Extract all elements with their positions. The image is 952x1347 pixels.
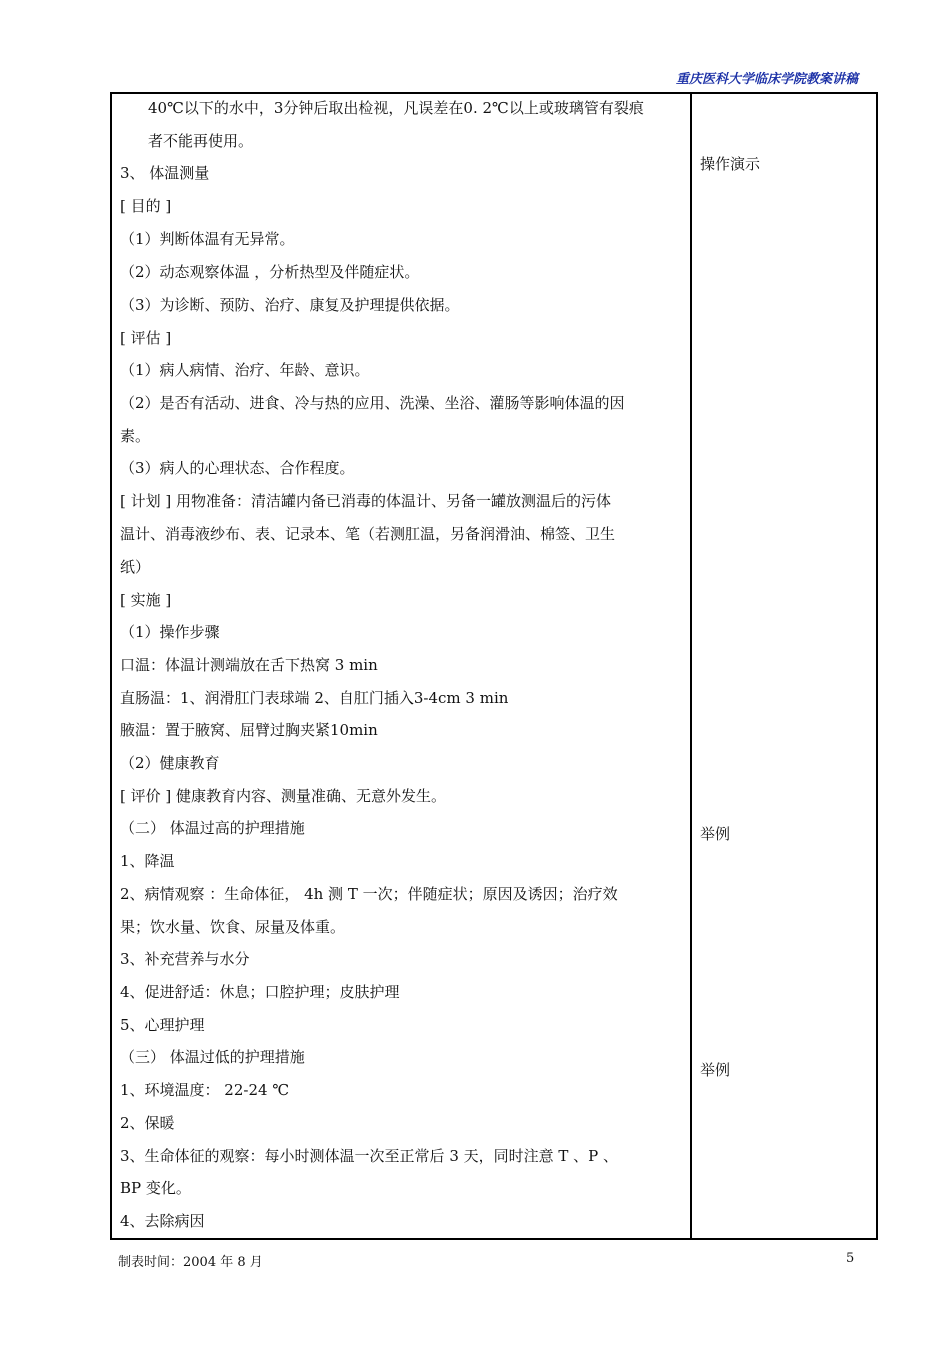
text-line: （二） 体温过高的护理措施 <box>120 819 305 837</box>
text-line: 4、去除病因 <box>120 1212 205 1230</box>
text-line: 3、生命体征的观察：每小时测体温一次至正常后 3 天，同时注意 T 、P 、 <box>120 1147 619 1165</box>
text-line: （1）病人病情、治疗、年龄、意识。 <box>120 361 370 379</box>
text-line: 果；饮水量、饮食、尿量及体重。 <box>120 918 346 936</box>
document-header: 重庆医科大学临床学院教案讲稿 <box>675 72 858 87</box>
footer-date: 制表时间：2004 年 8 月 <box>118 1255 263 1270</box>
text-line: （3）为诊断、预防、治疗、康复及护理提供依据。 <box>120 296 460 314</box>
text-line: [ 评估 ] <box>120 329 172 347</box>
text-line: 纸） <box>120 558 151 576</box>
page-number: 5 <box>846 1251 855 1266</box>
text-line: 2、病情观察 ：生命体征， 4h 测 T 一次；伴随症状；原因及诱因；治疗效 <box>120 885 618 903</box>
side-note-example: 举例 <box>700 1061 731 1079</box>
text-line: [ 实施 ] <box>120 591 172 609</box>
text-line: 1、环境温度： 22-24 ℃ <box>120 1081 290 1099</box>
column-divider <box>690 94 692 1238</box>
side-note-example: 举例 <box>700 825 731 843</box>
text-line: （三） 体温过低的护理措施 <box>120 1048 305 1066</box>
text-line: 4、促进舒适：休息；口腔护理；皮肤护理 <box>120 983 400 1001</box>
text-line: 3、补充营养与水分 <box>120 950 250 968</box>
text-line: 口温：体温计测端放在舌下热窝 3 min <box>120 656 378 674</box>
text-line: 40℃以下的水中，3分钟后取出检视，凡误差在0. 2℃以上或玻璃管有裂痕 <box>148 99 644 117</box>
text-line: 者不能再使用。 <box>148 132 254 150</box>
text-line: 5、心理护理 <box>120 1016 205 1034</box>
text-line: BP 变化。 <box>120 1179 191 1197</box>
side-note-demo: 操作演示 <box>700 155 761 173</box>
text-line: 素。 <box>120 427 151 445</box>
text-line: （3）病人的心理状态、合作程度。 <box>120 459 355 477</box>
text-line: （1）操作步骤 <box>120 623 220 641</box>
text-line: 1、降温 <box>120 852 175 870</box>
text-line: [ 计划 ] 用物准备：清洁罐内备已消毒的体温计、另备一罐放测温后的污体 <box>120 492 612 510</box>
text-line: （2）健康教育 <box>120 754 220 772</box>
text-line: 直肠温：1、润滑肛门表球端 2、自肛门插入3-4cm 3 min <box>120 689 509 707</box>
text-line: 3、 体温测量 <box>120 164 210 182</box>
text-line: [ 评价 ] 健康教育内容、测量准确、无意外发生。 <box>120 787 447 805</box>
text-line: 温计、消毒液纱布、表、记录本、笔（若测肛温，另备润滑油、棉签、卫生 <box>120 525 616 543</box>
lesson-table <box>110 92 878 1240</box>
text-line: 2、保暖 <box>120 1114 175 1132</box>
text-line: （2）是否有活动、进食、冷与热的应用、洗澡、坐浴、灌肠等影响体温的因 <box>120 394 625 412</box>
text-line: （1）判断体温有无异常。 <box>120 230 295 248</box>
text-line: 腋温：置于腋窝、屈臂过胸夹紧10min <box>120 721 378 739</box>
text-line: （2）动态观察体温 ，分析热型及伴随症状。 <box>120 263 420 281</box>
text-line: [ 目的 ] <box>120 197 172 215</box>
